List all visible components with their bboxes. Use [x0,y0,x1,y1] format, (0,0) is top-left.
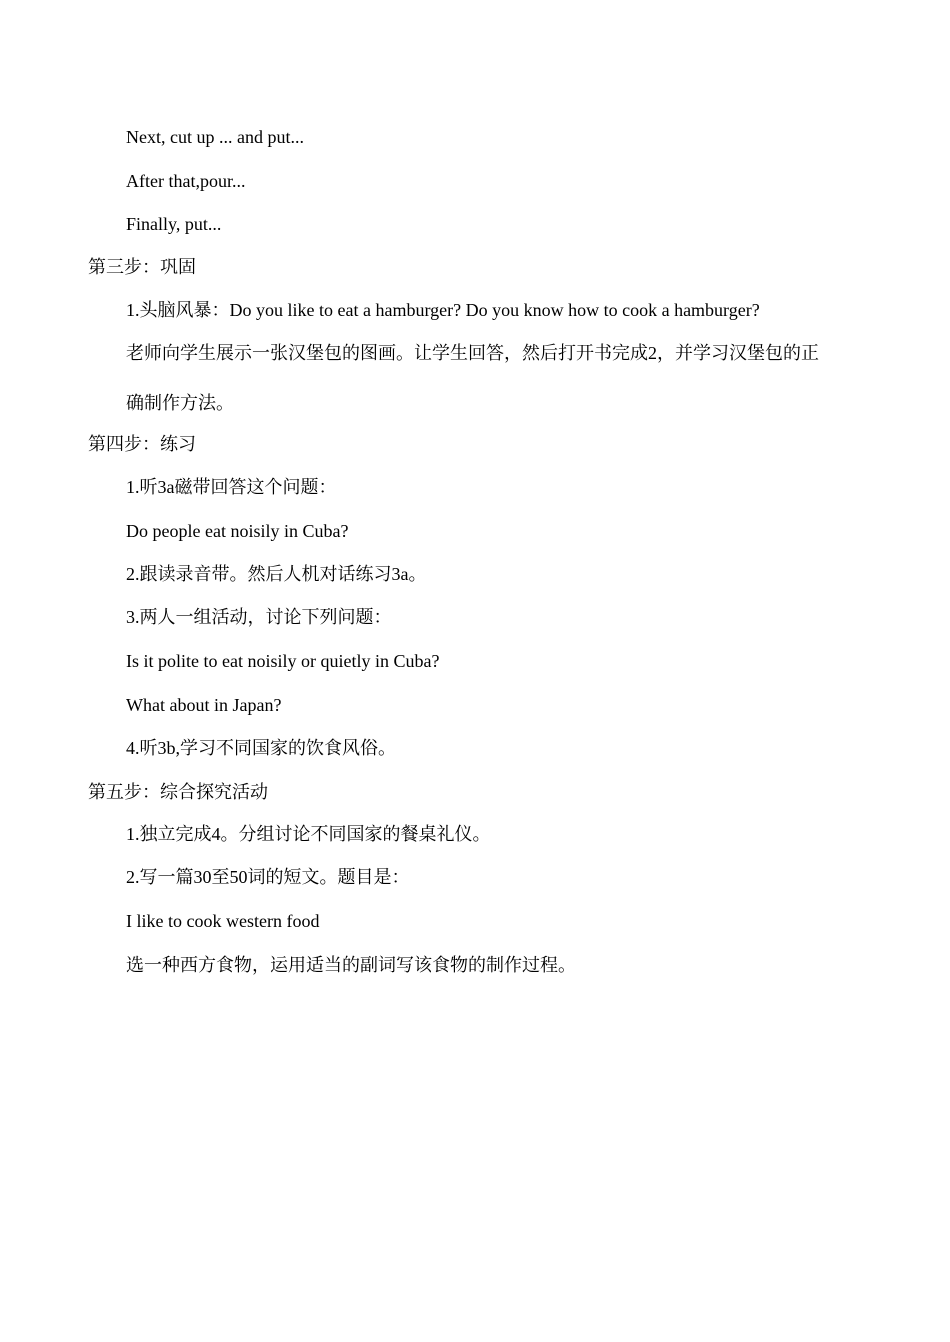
line-pair-work: 3.两人一组活动，讨论下列问题： [126,607,392,627]
line-choose-food: 选一种西方食物，运用适当的副词写该食物的制作过程。 [126,955,576,975]
line-read-along: 2.跟读录音带。然后人机对话练习3a。 [126,564,427,584]
line-complete-4: 1.独立完成4。分组讨论不同国家的餐桌礼仪。 [126,824,491,844]
line-polite-question: Is it polite to eat noisily or quietly in Cuba? [126,651,440,671]
heading-step-three: 第三步：巩固 [88,257,196,277]
line-japan-question: What about in Japan? [126,695,282,715]
heading-step-five: 第五步：综合探究活动 [88,782,268,802]
line-method: 确制作方法。 [126,393,234,413]
line-listen-3a: 1.听3a磁带回答这个问题： [126,477,337,497]
line-finally: Finally, put... [126,214,222,234]
heading-step-four: 第四步：练习 [88,434,196,454]
line-listen-3b: 4.听3b,学习不同国家的饮食风俗。 [126,738,396,758]
line-next-cut-up: Next, cut up ... and put... [126,127,304,147]
line-essay-title: I like to cook western food [126,911,320,931]
line-teacher-shows: 老师向学生展示一张汉堡包的图画。让学生回答，然后打开书完成2，并学习汉堡包的正 [126,343,819,363]
line-brainstorm: 1.头脑风暴：Do you like to eat a hamburger? Do you know how to cook a hamburger? [126,300,760,320]
line-question-cuba: Do people eat noisily in Cuba? [126,521,349,541]
line-after-that: After that,pour... [126,171,246,191]
line-write-essay: 2.写一篇30至50词的短文。题目是： [126,867,410,887]
